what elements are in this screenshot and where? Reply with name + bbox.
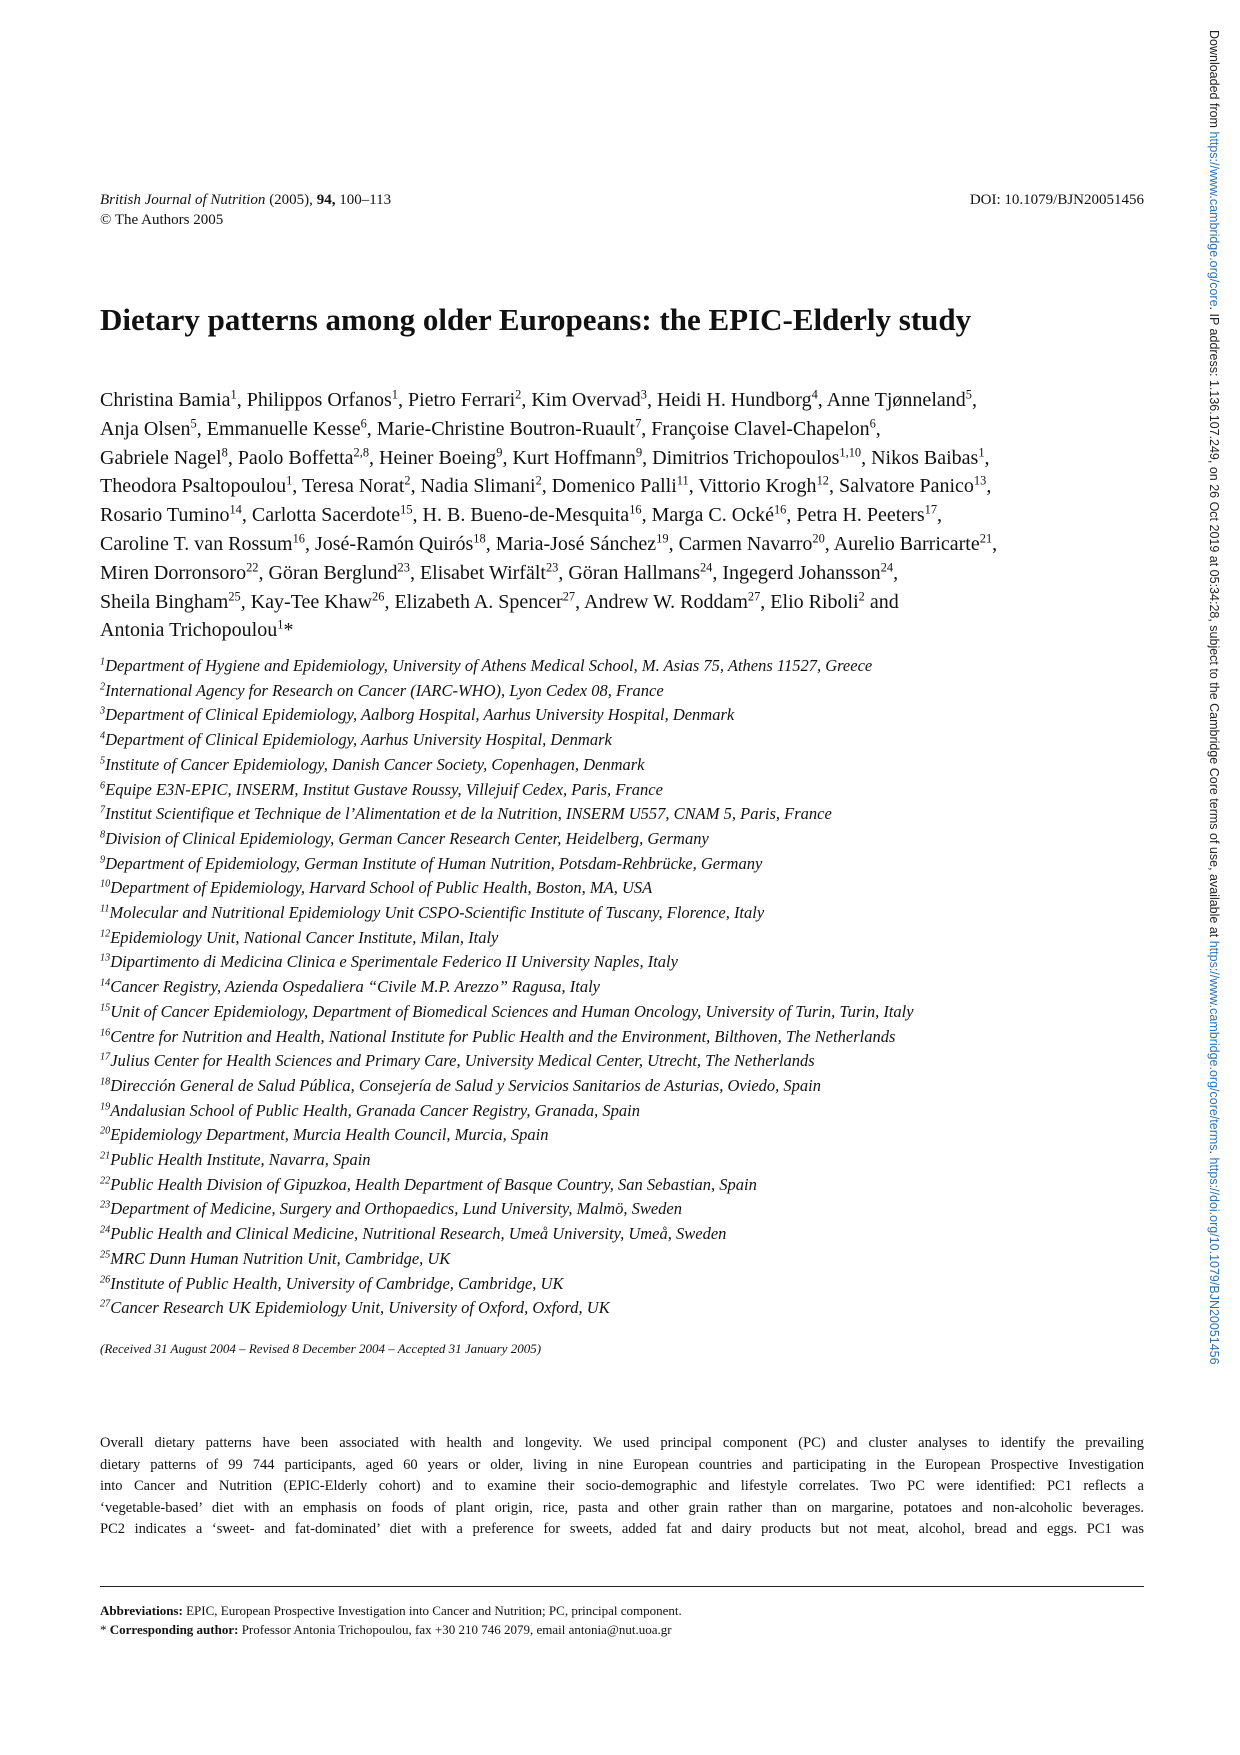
- author: [379, 444, 503, 469]
- affiliation-text: MRC Dunn Human Nutrition Unit, Cambridge, UK: [110, 1248, 451, 1268]
- author-affiliation-ref: 26: [372, 588, 385, 603]
- affiliation-item: [100, 728, 1144, 753]
- author-affiliation-ref: 2: [858, 588, 865, 603]
- cambridge-core-link[interactable]: https://www.cambridge.org/core: [1207, 131, 1221, 307]
- author: [839, 475, 986, 497]
- affiliation-item: [100, 1025, 1144, 1050]
- affiliation-number: 8: [100, 829, 106, 841]
- author-separator: ,: [292, 475, 298, 498]
- journal-pages: 100–113: [339, 192, 392, 208]
- author-name: Carmen Navarro: [678, 532, 813, 555]
- author-affiliation-ref: 25: [228, 588, 241, 603]
- author-affiliation-ref: 1: [230, 387, 237, 402]
- author-name: Emmanuelle Kesse: [206, 417, 361, 440]
- affiliation-text: Cancer Research UK Epidemiology Unit, University of Oxford, Oxford, UK: [110, 1298, 610, 1318]
- author-name: Heidi H. Hundborg: [656, 389, 812, 411]
- affiliation-text: Dirección General de Salud Pública, Consejería de Salud y Servicios Sanitarios de Asturias, Oviedo, Spain: [110, 1075, 821, 1095]
- author-name: Teresa Norat: [301, 475, 405, 498]
- author-separator: ,: [409, 561, 415, 584]
- author-name: Petra H. Peeters: [796, 504, 925, 527]
- affiliation-number: 26: [100, 1274, 111, 1286]
- affiliation-item: [100, 1074, 1144, 1099]
- affiliation-item: [100, 1049, 1144, 1074]
- author: [423, 504, 642, 526]
- author-separator: ,: [817, 389, 823, 411]
- journal-name: British Journal of Nutrition: [100, 192, 266, 208]
- author-name: Antonia Trichopoulou: [100, 619, 278, 642]
- abbreviations-label: Abbreviations:: [100, 1603, 183, 1618]
- affiliation-number: 7: [100, 804, 106, 816]
- affiliation-number: 10: [100, 878, 111, 890]
- author-affiliation-ref: 14: [229, 502, 242, 517]
- author-affiliation-ref: 1: [286, 473, 293, 488]
- affiliation-number: 18: [100, 1076, 111, 1088]
- author-name: Göran Berglund: [268, 561, 398, 584]
- author-affiliation-ref: 3: [640, 387, 647, 402]
- author-name: Françoise Clavel-Chapelon: [651, 417, 870, 440]
- author-separator: ,: [502, 446, 508, 469]
- author-name: Nadia Slimani: [420, 475, 536, 498]
- doi-label: DOI: 10.1079/BJN20051456: [969, 192, 1144, 208]
- affiliation-number: 1: [100, 656, 106, 668]
- author-separator: and: [864, 590, 899, 613]
- affiliation-text: Public Health and Clinical Medicine, Nutritional Research, Umeå University, Umeå, Sweden: [110, 1224, 727, 1244]
- affiliation-item: [100, 1173, 1144, 1198]
- affiliation-item: [100, 1099, 1144, 1124]
- author-name: Elio Riboli: [770, 590, 859, 613]
- corresponding-author-text: Professor Antonia Trichopoulou, fax +30 210 746 2079, email antonia@nut.uoa.gr: [238, 1622, 672, 1637]
- author-affiliation-ref: 24: [699, 560, 713, 575]
- author-list: [100, 386, 1160, 645]
- affiliation-item: [100, 901, 1144, 926]
- author-separator: ,: [384, 590, 390, 613]
- footnote-divider: [100, 1586, 1144, 1587]
- author-separator: ,: [558, 561, 564, 584]
- author-affiliation-ref: 16: [773, 502, 787, 517]
- affiliation-text: Department of Clinical Epidemiology, Aarhus University Hospital, Denmark: [105, 730, 612, 750]
- author-separator: ,: [412, 504, 418, 527]
- author-affiliation-ref: 22: [246, 560, 259, 575]
- affiliation-number: 12: [100, 928, 111, 940]
- asterisk-mark: *: [100, 1622, 110, 1637]
- author-affiliation-ref: 2: [404, 473, 411, 488]
- affiliation-text: Department of Medicine, Surgery and Orthopaedics, Lund University, Malmö, Sweden: [110, 1199, 682, 1219]
- author-name: José-Ramón Quirós: [314, 532, 474, 555]
- author-name: Miren Dorronsoro: [100, 561, 247, 584]
- footnotes: [100, 1601, 682, 1639]
- author-affiliation-ref: 21: [979, 531, 993, 546]
- affiliation-item: [100, 1000, 1144, 1025]
- author-separator: ,: [485, 532, 491, 555]
- author-name: Ingegerd Johansson: [722, 561, 881, 584]
- author-separator: ,: [410, 475, 416, 498]
- author-name: Theodora Psaltopoulou: [100, 475, 287, 498]
- affiliation-number: 6: [100, 780, 106, 792]
- author-separator: ,: [304, 532, 310, 555]
- author-separator: ,: [824, 532, 830, 555]
- author-affiliation-ref: 16: [292, 531, 305, 546]
- abstract-line: dietary patterns of 99 744 participants, aged 60 years or older, living in nine European countries and participating in the European Prospective Investigation: [100, 1456, 1144, 1473]
- author-separator: ,: [986, 475, 992, 498]
- affiliation-number: 27: [100, 1298, 111, 1310]
- author-separator: ,: [875, 417, 881, 440]
- author-name: Christina Bamia: [100, 389, 231, 411]
- author-separator: ,: [712, 561, 718, 584]
- author-affiliation-ref: 9: [635, 444, 643, 459]
- author-separator: ,: [241, 504, 247, 527]
- affiliation-text: Department of Epidemiology, German Institute of Human Nutrition, Potsdam-Rehbrücke, Germany: [105, 853, 763, 873]
- author-separator: ,: [786, 504, 792, 527]
- author-name: Marie-Christine Boutron-Ruault: [376, 417, 636, 440]
- author: [100, 475, 292, 497]
- author: [796, 504, 937, 526]
- affiliation-text: Dipartimento di Medicina Clinica e Sperimentale Federico II University Naples, Italy: [110, 952, 678, 972]
- author-affiliation-ref: 1: [391, 387, 398, 402]
- author-separator: ,: [575, 590, 581, 613]
- author-affiliation-ref: 24: [880, 560, 894, 575]
- author: [100, 562, 258, 584]
- author-name: Domenico Palli: [551, 475, 677, 498]
- author-separator: ,: [541, 475, 547, 498]
- abstract-line: into Cancer and Nutrition (EPIC-Elderly cohort) and to examine their socio-demographic and lifestyle correlates. Two PC were identified: PC1 reflects a: [100, 1478, 1144, 1494]
- author: [531, 389, 647, 411]
- affiliation-item: [100, 852, 1144, 877]
- affiliation-item: [100, 1272, 1144, 1297]
- author-affiliation-ref: 27: [562, 588, 576, 603]
- author-affiliation-ref: 18: [473, 531, 486, 546]
- author: [250, 588, 385, 613]
- author: [871, 444, 985, 469]
- abstract-line: Overall dietary patterns have been associated with health and longevity. We used principal component (PC) and cluster analyses to identify the prevailing: [100, 1435, 1144, 1451]
- author-name: Sheila Bingham: [100, 590, 229, 613]
- author-separator: ,: [984, 446, 990, 469]
- affiliation-item: [100, 654, 1144, 679]
- affiliation-text: Unit of Cancer Epidemiology, Department of Biomedical Sciences and Human Oncology, University of Turin, Turin, Italy: [110, 1001, 914, 1021]
- author: [420, 562, 558, 584]
- author: [100, 418, 197, 440]
- affiliation-text: Public Health Division of Gipuzkoa, Health Department of Basque Country, San Sebastian, Spain: [110, 1174, 757, 1194]
- affiliation-number: 24: [100, 1224, 111, 1236]
- author-name: Nikos Baibas: [871, 446, 979, 469]
- author-affiliation-ref: 6: [869, 416, 876, 431]
- affiliation-text: Department of Hygiene and Epidemiology, University of Athens Medical School, M. Asias 75, Athens 11527, Greece: [105, 656, 873, 675]
- affiliation-number: 2: [100, 681, 106, 693]
- affiliation-number: 17: [100, 1051, 111, 1063]
- author: [657, 389, 818, 411]
- affiliation-number: 13: [100, 952, 111, 964]
- author-name: Pietro Ferrari: [407, 389, 516, 411]
- affiliation-text: Institut Scientifique et Technique de l’Alimentation et de la Nutrition, INSERM U557, CNAM 5, Paris, France: [105, 804, 832, 824]
- author-separator: ,: [893, 561, 899, 584]
- affiliation-text: Department of Epidemiology, Harvard School of Public Health, Boston, MA, USA: [110, 878, 653, 898]
- author: [100, 588, 241, 613]
- journal-citation: [100, 190, 391, 230]
- author-affiliation-ref: 9: [496, 444, 503, 459]
- affiliation-number: 22: [100, 1175, 111, 1187]
- affiliation-item: [100, 1222, 1144, 1247]
- article-title: Dietary patterns among older Europeans: the EPIC-Elderly study: [100, 302, 972, 337]
- affiliation-number: 20: [100, 1125, 111, 1137]
- author-separator: ,: [971, 389, 977, 411]
- author: [722, 562, 893, 584]
- author: [512, 444, 643, 469]
- journal-year: (2005),: [269, 192, 313, 208]
- affiliation-item: [100, 1247, 1144, 1272]
- author-separator: ,: [642, 446, 648, 469]
- author-affiliation-ref: 15: [400, 502, 413, 517]
- copyright-line: © The Authors 2005: [100, 212, 224, 228]
- author: [770, 588, 865, 613]
- author: [408, 389, 521, 411]
- author-affiliation-ref: 16: [629, 502, 642, 517]
- author: [421, 475, 542, 497]
- journal-volume: 94,: [316, 192, 336, 208]
- author-separator: *: [283, 619, 294, 642]
- author-affiliation-ref: 2,8: [353, 444, 370, 459]
- author-affiliation-ref: 6: [360, 416, 367, 431]
- affiliation-item: [100, 1296, 1144, 1321]
- corresponding-author-label: Corresponding author:: [109, 1622, 239, 1637]
- author-separator: ,: [646, 389, 652, 411]
- author-name: Elizabeth A. Spencer: [394, 590, 563, 613]
- author-affiliation-ref: 7: [635, 416, 642, 431]
- cambridge-terms-link[interactable]: https://www.cambridge.org/core/terms: [1207, 940, 1221, 1151]
- affiliation-number: 5: [100, 755, 106, 767]
- affiliation-item: [100, 778, 1144, 803]
- author-name: Kurt Hoffmann: [512, 446, 636, 469]
- author-separator: ,: [521, 389, 527, 411]
- abstract-line: PC2 indicates a ‘sweet- and fat-dominated’ diet with a preference for sweets, added fat and dairy products but not meat, alcohol, bread and eggs. PC1 was: [100, 1521, 1144, 1537]
- author: [584, 588, 761, 613]
- author-separator: ,: [240, 590, 246, 613]
- affiliation-number: 15: [100, 1002, 111, 1014]
- author-name: Philippos Orfanos: [246, 389, 392, 411]
- author-separator: ,: [688, 475, 694, 498]
- abbreviations-text: EPIC, European Prospective Investigation into Cancer and Nutrition; PC, principal component.: [182, 1603, 682, 1618]
- author: [377, 418, 642, 440]
- affiliation-number: 19: [100, 1101, 111, 1113]
- abstract: [100, 1433, 1144, 1541]
- affiliation-number: 14: [100, 977, 111, 989]
- author: [652, 504, 787, 526]
- affiliation-number: 23: [100, 1199, 111, 1211]
- author-separator: ,: [861, 446, 867, 469]
- author-name: Vittorio Krogh: [698, 475, 817, 498]
- affiliation-item: [100, 975, 1144, 1000]
- author: [247, 389, 398, 411]
- affiliation-item: [100, 926, 1144, 951]
- author: [207, 418, 367, 440]
- affiliation-item: [100, 1197, 1144, 1222]
- affiliation-item: [100, 827, 1144, 852]
- affiliation-text: Institute of Cancer Epidemiology, Danish Cancer Society, Copenhagen, Denmark: [105, 754, 645, 774]
- affiliation-text: Equipe E3N-EPIC, INSERM, Institut Gustave Roussy, Villejuif Cedex, Paris, France: [105, 779, 663, 799]
- author-separator: ,: [668, 532, 674, 555]
- affiliation-text: Epidemiology Department, Murcia Health Council, Murcia, Spain: [110, 1125, 549, 1145]
- author: [100, 389, 237, 411]
- author-name: Anja Olsen: [100, 417, 191, 440]
- author: [496, 533, 669, 555]
- author-affiliation-ref: 1: [277, 617, 284, 632]
- author-affiliation-ref: 20: [812, 531, 825, 546]
- author-separator: ,: [641, 504, 647, 527]
- author-affiliation-ref: 1: [978, 444, 985, 459]
- affiliation-text: Julius Center for Health Sciences and Primary Care, University Medical Center, Utrecht, The Netherlands: [110, 1051, 815, 1071]
- author-affiliation-ref: 17: [924, 502, 938, 517]
- doi-link[interactable]: https://doi.org/10.1079/BJN20051456: [1207, 1157, 1221, 1365]
- author-name: Kay-Tee Khaw: [250, 590, 373, 613]
- author: [552, 475, 689, 497]
- affiliation-item: [100, 802, 1144, 827]
- author: [394, 588, 576, 613]
- author-affiliation-ref: 23: [545, 560, 559, 575]
- download-notice-text-3: .: [1207, 1150, 1221, 1158]
- author: [100, 619, 283, 641]
- author: [100, 504, 242, 526]
- author-separator: ,: [760, 590, 766, 613]
- author: [698, 475, 829, 497]
- affiliation-number: 4: [100, 730, 106, 742]
- author-separator: ,: [258, 561, 264, 584]
- author-affiliation-ref: 13: [973, 473, 987, 488]
- author-name: Salvatore Panico: [838, 475, 974, 498]
- author-name: Carlotta Sacerdote: [251, 504, 401, 527]
- author-name: Gabriele Nagel: [100, 446, 222, 469]
- author-separator: ,: [196, 417, 202, 440]
- author-affiliation-ref: 19: [656, 531, 669, 546]
- author-affiliation-ref: 2: [515, 387, 522, 402]
- affiliation-number: 3: [100, 705, 106, 717]
- author: [652, 444, 862, 469]
- affiliation-list: [100, 654, 1144, 1321]
- affiliation-text: Institute of Public Health, University of Cambridge, Cambridge, UK: [110, 1273, 564, 1293]
- author-affiliation-ref: 1,10: [839, 444, 862, 459]
- download-watermark: [1204, 30, 1224, 1590]
- author-separator: ,: [641, 417, 647, 440]
- affiliation-item: [100, 950, 1144, 975]
- author-separator: ,: [369, 446, 375, 469]
- author-affiliation-ref: 2: [535, 473, 542, 488]
- author-name: Andrew W. Roddam: [584, 590, 748, 613]
- author-affiliation-ref: 5: [190, 416, 197, 431]
- abbreviations-note: [100, 1601, 682, 1620]
- author: [568, 562, 712, 584]
- author-name: Rosario Tumino: [100, 504, 230, 527]
- author-name: Heiner Boeing: [379, 446, 497, 469]
- author: [679, 533, 825, 555]
- affiliation-item: [100, 679, 1144, 704]
- affiliation-number: 21: [100, 1150, 111, 1162]
- affiliation-item: [100, 1148, 1144, 1173]
- abstract-line: ‘vegetable-based’ diet with an emphasis on foods of plant origin, rice, pasta and other grain rather than on margarine, potatoes and non-alcoholic beverages.: [100, 1499, 1144, 1516]
- author-separator: ,: [397, 389, 403, 411]
- affiliation-number: 9: [100, 854, 106, 866]
- author: [827, 389, 972, 411]
- affiliation-text: Centre for Nutrition and Health, National Institute for Public Health and the Environment, Bilthoven, The Netherlands: [110, 1026, 896, 1046]
- author-separator: ,: [828, 475, 834, 498]
- received-dates: (Received 31 August 2004 – Revised 8 December 2004 – Accepted 31 January 2005): [100, 1341, 542, 1356]
- author: [237, 444, 370, 469]
- author: [834, 533, 992, 555]
- author-name: Dimitrios Trichopoulos: [652, 446, 840, 469]
- affiliation-item: [100, 876, 1144, 901]
- author-name: Göran Hallmans: [568, 561, 700, 584]
- author: [268, 562, 409, 584]
- corresponding-author-note: [100, 1620, 682, 1639]
- download-notice-text-1: Downloaded from: [1207, 30, 1221, 132]
- affiliation-text: Molecular and Nutritional Epidemiology Unit CSPO-Scientific Institute of Tuscany, Florence, Italy: [109, 903, 765, 923]
- author-affiliation-ref: 11: [676, 473, 689, 488]
- affiliation-text: Cancer Registry, Azienda Ospedaliera “Civile M.P. Arezzo” Ragusa, Italy: [110, 977, 600, 997]
- affiliation-item: [100, 1123, 1144, 1148]
- author-name: Kim Overvad: [531, 389, 641, 411]
- author-affiliation-ref: 27: [747, 588, 761, 603]
- author-name: Maria-José Sánchez: [495, 532, 657, 555]
- affiliation-text: Department of Clinical Epidemiology, Aalborg Hospital, Aarhus University Hospital, Denmark: [105, 705, 735, 725]
- author-affiliation-ref: 12: [816, 473, 829, 488]
- author-name: Elisabet Wirfält: [419, 561, 546, 584]
- author-separator: ,: [937, 504, 943, 527]
- author: [100, 533, 305, 555]
- affiliation-number: 11: [100, 903, 110, 915]
- author: [252, 504, 413, 526]
- affiliation-text: Public Health Institute, Navarra, Spain: [110, 1150, 371, 1170]
- download-notice: [1204, 30, 1224, 1365]
- author-name: Aurelio Barricarte: [833, 532, 980, 555]
- author-affiliation-ref: 4: [811, 387, 818, 402]
- affiliation-number: 16: [100, 1027, 111, 1039]
- author-separator: ,: [227, 446, 233, 469]
- author: [302, 475, 411, 497]
- affiliation-text: Andalusian School of Public Health, Granada Cancer Registry, Granada, Spain: [110, 1100, 641, 1120]
- author: [100, 444, 228, 469]
- affiliation-text: Division of Clinical Epidemiology, German Cancer Research Center, Heidelberg, Germany: [105, 828, 709, 848]
- author-separator: ,: [992, 532, 998, 555]
- author-separator: ,: [236, 389, 242, 411]
- author: [315, 533, 486, 555]
- author-name: Caroline T. van Rossum: [100, 532, 293, 555]
- affiliation-number: 25: [100, 1249, 111, 1261]
- affiliation-item: [100, 753, 1144, 778]
- affiliation-text: International Agency for Research on Cancer (IARC-WHO), Lyon Cedex 08, France: [105, 680, 664, 700]
- author: [651, 418, 875, 440]
- author-name: Marga C. Ocké: [651, 504, 774, 527]
- affiliation-text: Epidemiology Unit, National Cancer Institute, Milan, Italy: [110, 927, 499, 947]
- author-separator: ,: [366, 417, 372, 440]
- affiliation-item: [100, 703, 1144, 728]
- author-affiliation-ref: 8: [221, 444, 228, 459]
- author-affiliation-ref: 23: [397, 560, 410, 575]
- author-affiliation-ref: 5: [965, 387, 972, 402]
- author-name: Anne Tjønneland: [826, 389, 966, 411]
- download-notice-text-2: . IP address: 1.136.107.249, on 26 Oct 2019 at 05:34:28, subject to the Cambridge Core terms of use, available at: [1207, 306, 1221, 941]
- author-name: Paolo Boffetta: [237, 446, 354, 469]
- author-name: H. B. Bueno-de-Mesquita: [422, 504, 630, 527]
